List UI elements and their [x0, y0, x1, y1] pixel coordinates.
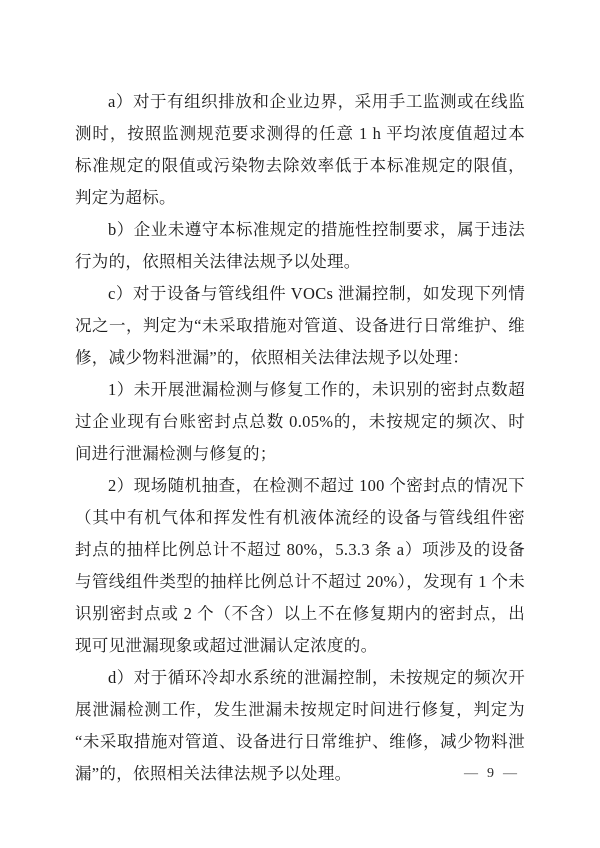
footer-dash-left-icon: — [464, 766, 478, 781]
list-item-1: 1）未开展泄漏检测与修复工作的，未识别的密封点数超过企业现有台账密封点总数 0.05%的，未按规定的频次、时间进行泄漏检测与修复的； [75, 380, 525, 463]
paragraph-d: d）对于循环冷却水系统的泄漏控制，未按规定的频次开展泄漏检测工作，发生泄漏未按规定时间进行修复，判定为“未采取措施对管道、设备进行日常维护、维修，减少物料泄漏”的，依照相关法律法规予以处理。 [75, 668, 525, 783]
page-number: 9 [487, 766, 494, 781]
paragraph-a: a）对于有组织排放和企业边界，采用手工监测或在线监测时，按照监测规范要求测得的任意 1 h 平均浓度值超过本标准规定的限值或污染物去除效率低于本标准规定的限值，判定为超标。 [75, 92, 525, 207]
footer-dash-right-icon: — [503, 766, 517, 781]
document-body [75, 86, 525, 790]
page-footer [455, 766, 526, 782]
list-item-2: 2）现场随机抽查，在检测不超过 100 个密封点的情况下（其中有机气体和挥发性有机液体流经的设备与管线组件密封点的抽样比例总计不超过 80%，5.3.3 条 a）项涉及的设备与管线组件类型的抽样比例总计不超过 20%），发现有 1 个未识别密封点或 2 个（不含）以上不在修复期内的密封点，出现可见泄漏现象或超过泄漏认定浓度的。 [75, 476, 525, 655]
paragraph-c: c）对于设备与管线组件 VOCs 泄漏控制，如发现下列情况之一，判定为“未采取措施对管道、设备进行日常维护、维修，减少物料泄漏”的，依照相关法律法规予以处理： [75, 284, 525, 367]
paragraph-b: b）企业未遵守本标准规定的措施性控制要求，属于违法行为的，依照相关法律法规予以处理。 [75, 220, 525, 271]
